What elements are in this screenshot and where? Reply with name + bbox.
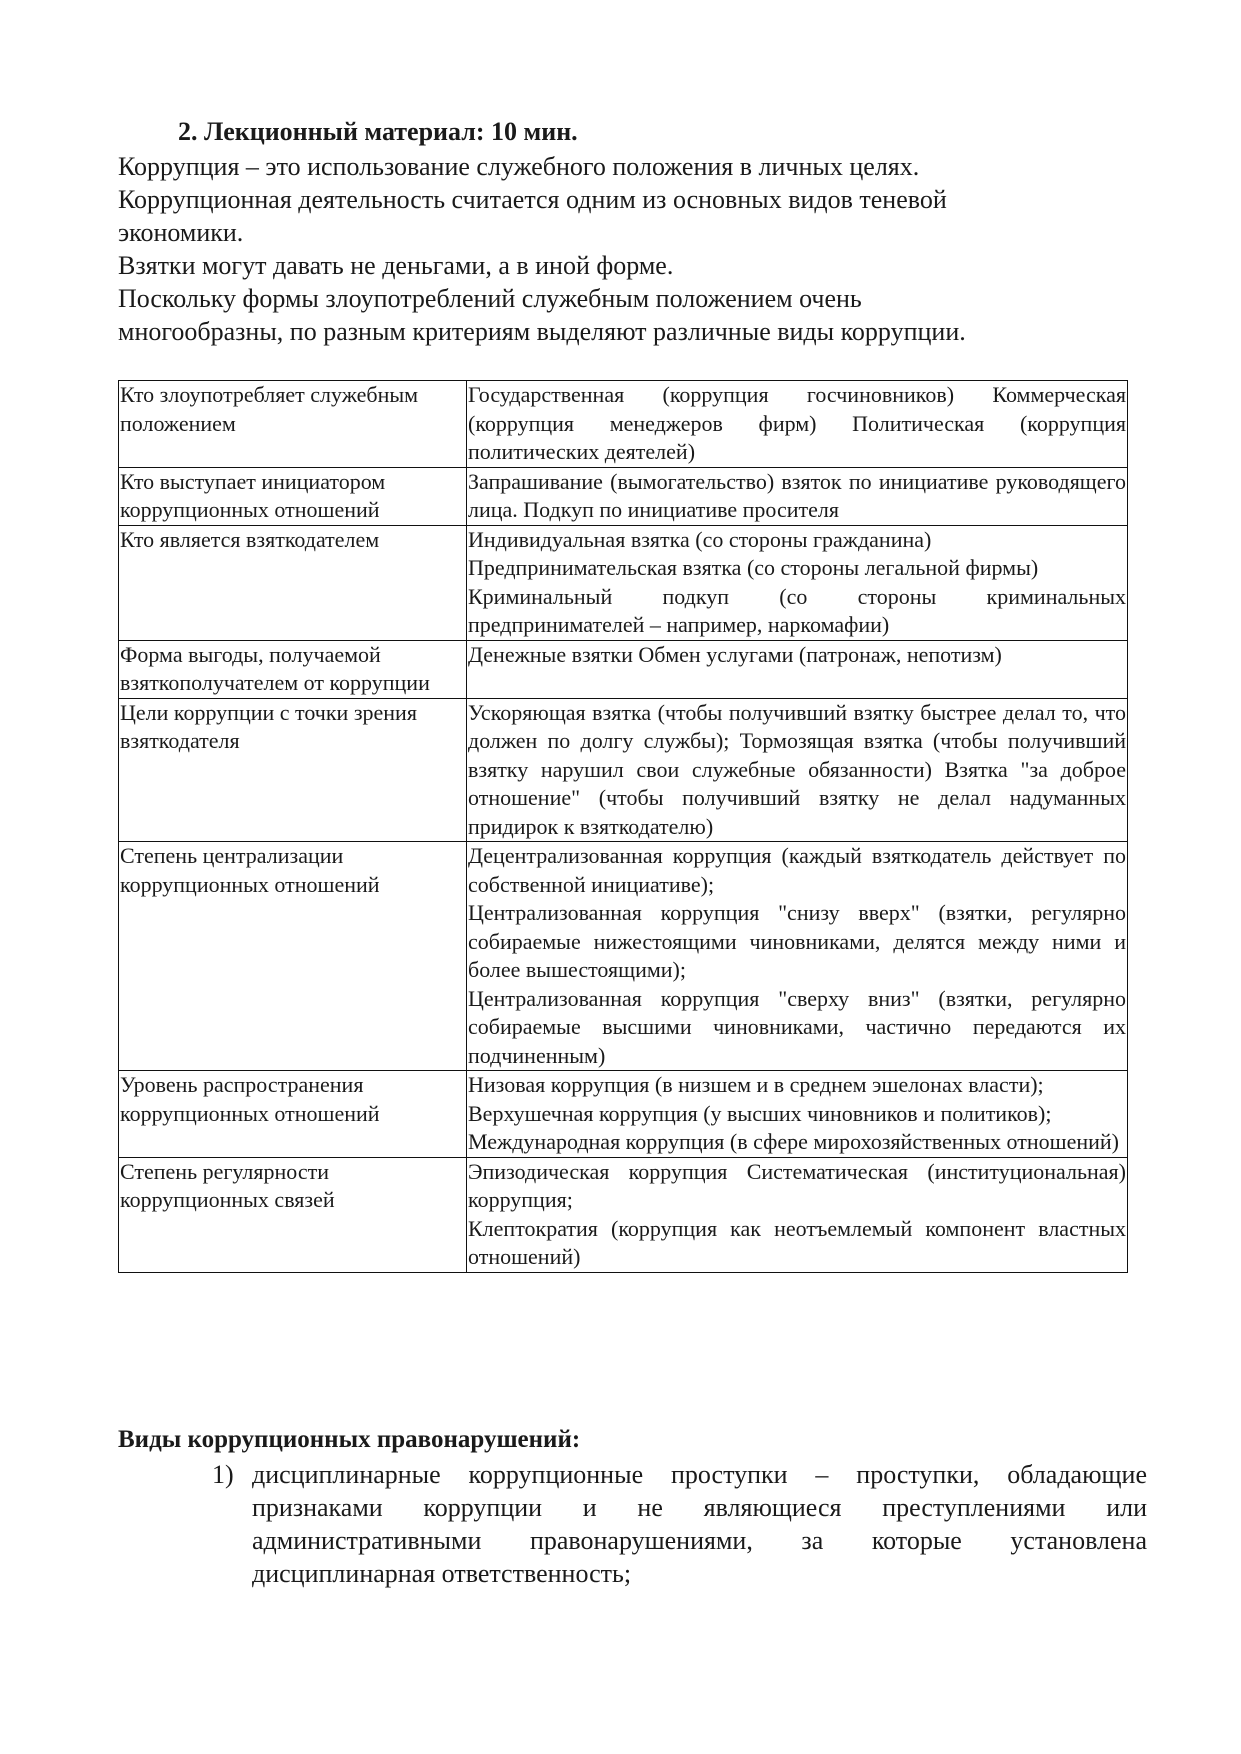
intro-line: Взятки могут давать не деньгами, а в иной форме. — [118, 251, 674, 280]
criterion-cell: Кто является взяткодателем — [119, 525, 467, 640]
type-entry: Децентрализованная коррупция (каждый взяткодатель действует по собственной инициативе); — [468, 843, 1126, 897]
table-row — [119, 842, 1128, 1071]
table-row — [119, 381, 1128, 468]
type-entry: Ускоряющая взятка (чтобы получивший взятку быстрее делал то, что должен по долгу службы); Тормозящая взятка (чтобы получивший взятку нарушил свои служебные обязанности) Взятка "за доброе отношение" (чтобы получивший взятку не делал надуманных придирок к взяткодателю) — [468, 699, 1126, 839]
intro-text — [118, 150, 1128, 348]
criterion-cell: Цели коррупции с точки зрения взяткодателя — [119, 698, 467, 842]
intro-line: Поскольку формы злоупотреблений служебным положением очень — [118, 284, 862, 313]
type-entry: Эпизодическая коррупция Систематическая (институциональная) коррупция; — [468, 1158, 1126, 1212]
type-entry: Международная коррупция (в сфере мирохозяйственных отношений) — [468, 1129, 1120, 1154]
criterion-cell: Степень централизации коррупционных отношений — [119, 842, 467, 1071]
intro-line: Коррупционная деятельность считается одним из основных видов теневой — [118, 185, 947, 214]
intro-line: многообразны, по разным критериям выделяют различные виды коррупции. — [118, 317, 966, 346]
criterion-cell: Степень регулярности коррупционных связей — [119, 1157, 467, 1272]
types-cell — [467, 467, 1128, 525]
type-entry: Криминальный подкуп (со стороны криминальных предпринимателей – например, наркомафии) — [468, 583, 1126, 637]
criterion-cell: Форма выгоды, получаемой взяткополучателем от коррупции — [119, 640, 467, 698]
table-row — [119, 640, 1128, 698]
types-cell — [467, 842, 1128, 1071]
types-cell — [467, 640, 1128, 698]
type-entry: Индивидуальная взятка (со стороны гражданина) — [468, 526, 932, 552]
criterion-cell: Кто выступает инициатором коррупционных отношений — [119, 467, 467, 525]
corruption-types-table — [118, 380, 1128, 1273]
type-entry: Централизованная коррупция "сверху вниз" (взятки, регулярно собираемые высшими чиновниками, частично передаются их подчиненным) — [468, 985, 1126, 1068]
type-entry: Денежные взятки Обмен услугами (патронаж, непотизм) — [468, 641, 1002, 667]
criterion-cell: Кто злоупотребляет служебным положением — [119, 381, 467, 468]
types-cell — [467, 698, 1128, 842]
table-row — [119, 525, 1128, 640]
list-item-number: 1) — [212, 1460, 234, 1489]
type-entry: Предпринимательская взятка (со стороны легальной фирмы) — [468, 555, 1039, 580]
type-entry: Централизованная коррупция "снизу вверх" (взятки, регулярно собираемые нижестоящими чиновниками, делятся между ними и более вышестоящими); — [468, 900, 1126, 982]
types-cell — [467, 1157, 1128, 1272]
type-entry: Государственная (коррупция госчиновников) Коммерческая (коррупция менеджеров фирм) Политическая (коррупция политических деятелей) — [468, 382, 1126, 464]
types-cell — [467, 1071, 1128, 1158]
table-row — [119, 467, 1128, 525]
criterion-cell: Уровень распространения коррупционных отношений — [119, 1071, 467, 1158]
type-entry: Низовая коррупция (в низшем и в среднем эшелонах власти); — [468, 1072, 1044, 1097]
table-row — [119, 1157, 1128, 1272]
types-cell — [467, 381, 1128, 468]
intro-line: экономики. — [118, 218, 244, 247]
type-entry: Клептократия (коррупция как неотъемлемый компонент властных отношений) — [468, 1215, 1126, 1269]
type-entry: Верхушечная коррупция (у высших чиновников и политиков); — [468, 1100, 1052, 1126]
table-row — [119, 698, 1128, 842]
intro-line: Коррупция – это использование служебного положения в личных целях. — [118, 152, 920, 181]
offenses-title: Виды коррупционных правонарушений: — [118, 1426, 581, 1453]
offenses-list — [212, 1458, 1147, 1590]
table-row — [119, 1071, 1128, 1158]
section-heading: 2. Лекционный материал: 10 мин. — [178, 117, 578, 146]
list-item — [212, 1458, 1147, 1590]
list-item-text: дисциплинарные коррупционные проступки – проступки, обладающие признаками коррупции и не являющиеся преступлениями или административными правонарушениями, за которые установлена дисциплинарная ответственность; — [252, 1460, 1147, 1588]
types-cell — [467, 525, 1128, 640]
type-entry: Запрашивание (вымогательство) взяток по инициативе руководящего лица. Подкуп по инициативе просителя — [468, 468, 1126, 522]
